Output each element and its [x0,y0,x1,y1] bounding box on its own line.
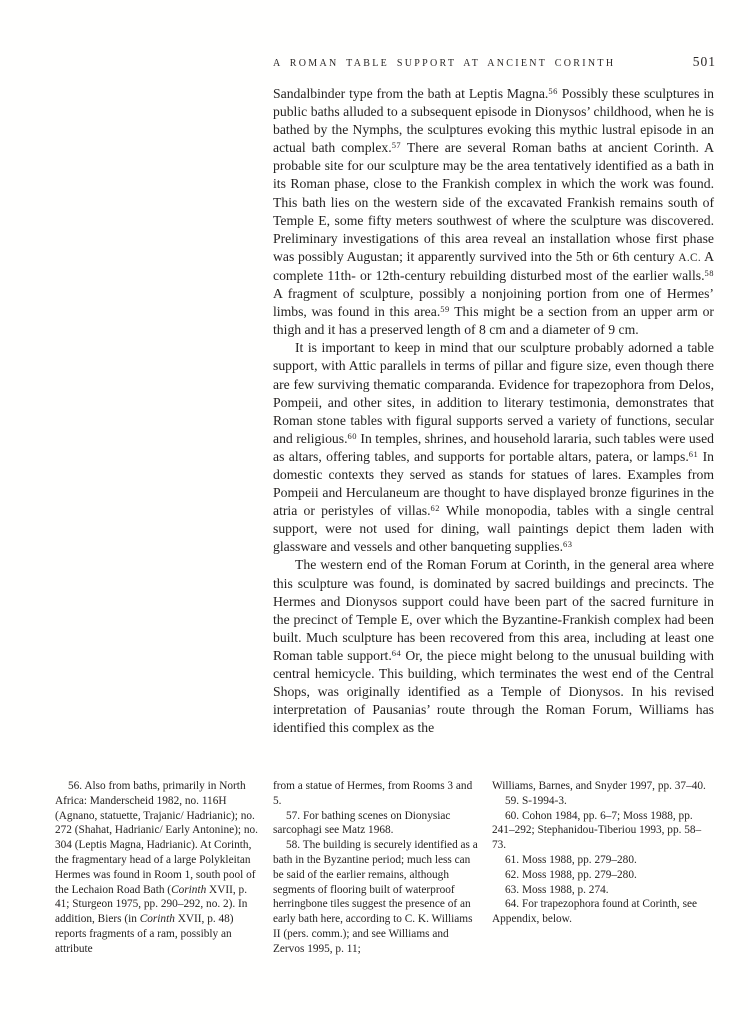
body-paragraph: Sandalbinder type from the bath at Leptis Magna.$^{56}$ Possibly these sculptures in public baths alluded to a subsequent episode in Dionysos’ childhood, when he is bathed by the Nymphs, the sculptures evoking this mythic lustral episode in an actual bath complex.$^{57}$ There are several Roman baths at ancient Corinth. A probable site for our sculpture may be the area tentatively identified as a bath in its Roman phase, close to the Frankish complex in which the work was found. This bath lies on the western side of the excavated Frankish remains south of Temple E, some fifty meters southwest of where the sculpture was discovered. Preliminary investigations of this area reveal an installation whose first phase was possibly Augustan; it apparently survived into the 5th or 6th century A.C. A complete 11th- or 12th-century rebuilding disturbed most of the earlier walls.$^{58}$ A fragment of sculpture, possibly a nonjoining portion from one of Hermes’ limbs, was found in this area.$^{59}$ This might be a section from an upper arm or thigh and it has a preserved length of 8 cm and a diameter of 9 cm. [273,85,715,338]
body-paragraph: It is important to keep in mind that our sculpture probably adorned a table support, with Attic parallels in terms of pillar and figure size, even though there are few surviving thematic comparanda. Evidence for trapezophora from Delos, Pompeii, and other sites, in addition to literary testimonia, demonstrates that Roman stone tables with figural supports served a variety of functions, secular and religious.$^{60}$ In temples, shrines, and household lararia, such tables were used as altars, offering tables, and supports for portable altars, patera, or lamps.$^{61}$ In domestic contexts they served as stands for statues of lares. Examples from Pompeii and Herculaneum are thought to have displayed bronze figurines in the atria or peristyles of villas.$^{62}$ While monopodia, tables with a single central support, were not used for dining, wall paintings depict them laden with glassware and vessels and other banqueting supplies.$^{63}$ [273,340,715,555]
footnote-paragraph: 58. The building is securely identified as a bath in the Byzantine period; much less can be said of the earlier remains, although segments of flooring built of waterproof herringbone tiles suggest the presence of an early bath here, according to C. K. Williams II (pers. comm.); and see Williams and Zervos 1995, p. 11; [273,839,478,955]
italic-text: Corinth [139,913,175,926]
footnote-paragraph: 61. Moss 1988, pp. 279–280. [505,853,637,866]
italic-text: Corinth [171,883,207,896]
running-head [273,54,716,70]
footnote-ref: 64 [391,647,402,658]
footnote-paragraph: 60. Cohon 1984, pp. 6–7; Moss 1988, pp. 241–292; Stephanidou-Tiberiou 1993, pp. 58–73. [492,809,702,852]
footnote-ref: 58 [704,267,714,278]
footnote-column-2 [273,779,481,957]
footnote-ref: 61 [688,448,699,459]
footnote-column-1 [55,779,263,957]
main-text-column [273,85,714,737]
footnote-paragraph: 62. Moss 1988, pp. 279–280. [505,868,637,881]
small-caps-text: A.C. [678,251,702,264]
footnote-paragraph: 56. Also from baths, primarily in North Africa: Manderscheid 1982, no. 116H (Agnano, statuette, Trajanic/ Hadrianic); no. 272 (Shahat, Hadrianic/ Early Antonine); no. 304 (Leptis Magna, Hadrianic). At Corinth, the fragmentary head of a large Polykleitan Hermes was found in Room 1, south pool of the Lechaion Road Bath (Corinth XVII, p. 41; Sturgeon 1975, pp. 290–292, no. 2). In addition, Biers (in Corinth XVII, p. 48) reports fragments of a ram, possibly an attribute [55,780,258,955]
footnote-ref: 59 [440,303,450,314]
footnote-paragraph: from a statue of Hermes, from Rooms 3 and 5. [273,780,473,807]
body-paragraph: The western end of the Roman Forum at Corinth, in the general area where this sculpture was found, is dominated by sacred buildings and precincts. The Hermes and Dionysos support could have been part of the sacred furniture in the precinct of Temple E, over which the Byzantine-Frankish complex had been built. Much sculpture has been recovered from this area, including at least one Roman table support.$^{64}$ Or, the piece might belong to the unusual building with central hemicycle. This building, which terminates the west end of the Central Shops, was originally identified as a Temple of Dionysos. In his revised interpretation of Pausanias’ route through the Roman Forum, Williams has identified this complex as the [273,557,715,736]
footnote-ref: 63 [563,539,573,550]
running-head-title: A ROMAN TABLE SUPPORT AT ANCIENT CORINTH [273,58,616,69]
footnote-paragraph: Williams, Barnes, and Snyder 1997, pp. 37–40. [492,780,706,792]
footnote-paragraph: 63. Moss 1988, p. 274. [505,883,609,896]
footnote-column-3 [492,779,714,927]
footnote-paragraph: 59. S-1994-3. [505,794,567,807]
footnote-ref: 56 [548,85,558,96]
footnote-paragraph: 64. For trapezophora found at Corinth, see Appendix, below. [492,898,697,926]
footnote-ref: 57 [391,140,402,151]
footnote-ref: 60 [347,430,357,441]
page-number: 501 [692,54,716,69]
footnote-ref: 62 [430,502,441,513]
footnote-paragraph: 57. For bathing scenes on Dionysiac sarcophagi see Matz 1968. [273,809,451,837]
